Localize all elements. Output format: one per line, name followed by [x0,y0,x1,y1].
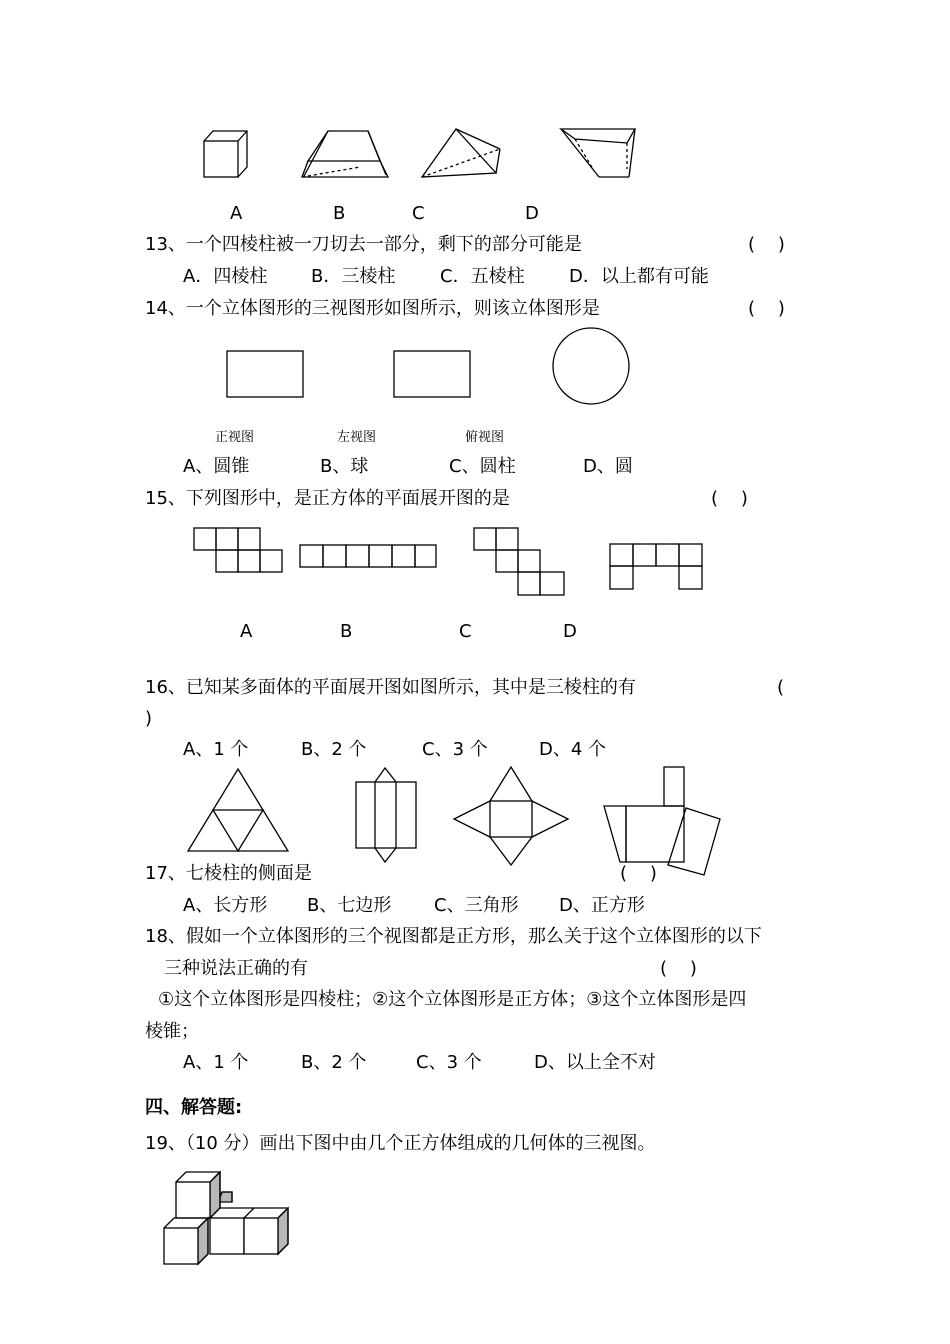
section-4-title: 四、解答题: [145,1097,243,1118]
q16-net-triangles [186,765,292,855]
q18-statements-line1: ①这个立体图形是四棱柱；②这个立体图形是正方体；③这个立体图形是四 [158,989,747,1010]
q12-figure-c-pyramid [418,125,508,185]
q18-statements-line2: 棱锥； [145,1021,199,1042]
q16-net-triangular-prism [353,766,419,866]
q12-label-c: C [412,203,425,224]
q16-option-d: D、4 个 [539,739,607,760]
q14-option-c: C、圆柱 [449,456,516,477]
q14-option-d: D、圆 [583,456,633,477]
q12-figure-d-prism [555,125,645,185]
q14-front-view-rectangle [225,349,305,399]
q18-stem-line2: 三种说法正确的有 [164,958,308,979]
q14-option-a: A、圆锥 [183,456,250,477]
q12-label-d: D [525,203,539,224]
q15-label-a: A [240,621,253,642]
q13-option-c: C．五棱柱 [440,266,525,287]
q18-option-d: D、以上全不对 [534,1052,656,1073]
q18-option-b: B、2 个 [301,1052,367,1073]
q18-option-c: C、3 个 [416,1052,482,1073]
q15-label-b: B [340,621,353,642]
q17-answer-bracket: ( ) [620,863,657,884]
q16-option-c: C、3 个 [422,739,488,760]
q17-stem: 17、七棱柱的侧面是 [145,863,312,884]
q14-side-view-rectangle [392,349,472,399]
q12-figure-b-frustum [298,125,410,185]
q18-answer-bracket: ( ) [660,958,697,979]
q16-net-square-pyramid [452,765,572,869]
q13-stem: 13、一个四棱柱被一刀切去一部分，剩下的部分可能是 [145,234,582,255]
q14-side-view-label: 左视图 [337,430,377,445]
q13-option-b: B．三棱柱 [311,266,396,287]
q12-figure-a-cube [195,125,255,185]
q17-option-c: C、三角形 [434,895,519,916]
q16-option-a: A、1 个 [183,739,249,760]
q17-option-d: D、正方形 [559,895,645,916]
q13-answer-bracket: ( ) [748,234,785,255]
q15-net-c [473,527,569,599]
q12-label-b: B [333,203,346,224]
q13-option-a: A．四棱柱 [183,266,268,287]
q15-answer-bracket: ( ) [711,488,748,509]
q14-answer-bracket: ( ) [748,298,785,319]
q16-bracket-close: ) [145,708,153,729]
q15-label-c: C [459,621,472,642]
q18-option-a: A、1 个 [183,1052,249,1073]
q15-net-d [609,543,705,593]
q16-option-b: B、2 个 [301,739,367,760]
q14-front-view-label: 正视图 [215,430,255,445]
q19-cube-stack-figure [160,1168,294,1270]
q19-stem: 19、（10 分）画出下图中由几个正方体组成的几何体的三视图。 [145,1133,656,1154]
q13-option-d: D．以上都有可能 [569,266,709,287]
q15-stem: 15、下列图形中，是正方体的平面展开图的是 [145,488,510,509]
q14-top-view-label: 俯视图 [465,430,505,445]
q15-label-d: D [563,621,577,642]
q17-option-a: A、长方形 [183,895,268,916]
q16-bracket-open: ( [777,677,785,698]
q15-net-b [299,544,441,570]
q14-top-view-circle [550,325,632,407]
q12-label-a: A [230,203,243,224]
q17-option-b: B、七边形 [307,895,392,916]
q16-stem: 16、已知某多面体的平面展开图如图所示，其中是三棱柱的有 [145,677,636,698]
q18-stem-line1: 18、假如一个立体图形的三个视图都是正方形，那么关于这个立体图形的以下 [145,926,762,947]
q14-option-b: B、球 [320,456,369,477]
q14-stem: 14、一个立体图形的三视图形如图所示，则该立体图形是 [145,298,600,319]
q15-net-a [193,527,288,577]
